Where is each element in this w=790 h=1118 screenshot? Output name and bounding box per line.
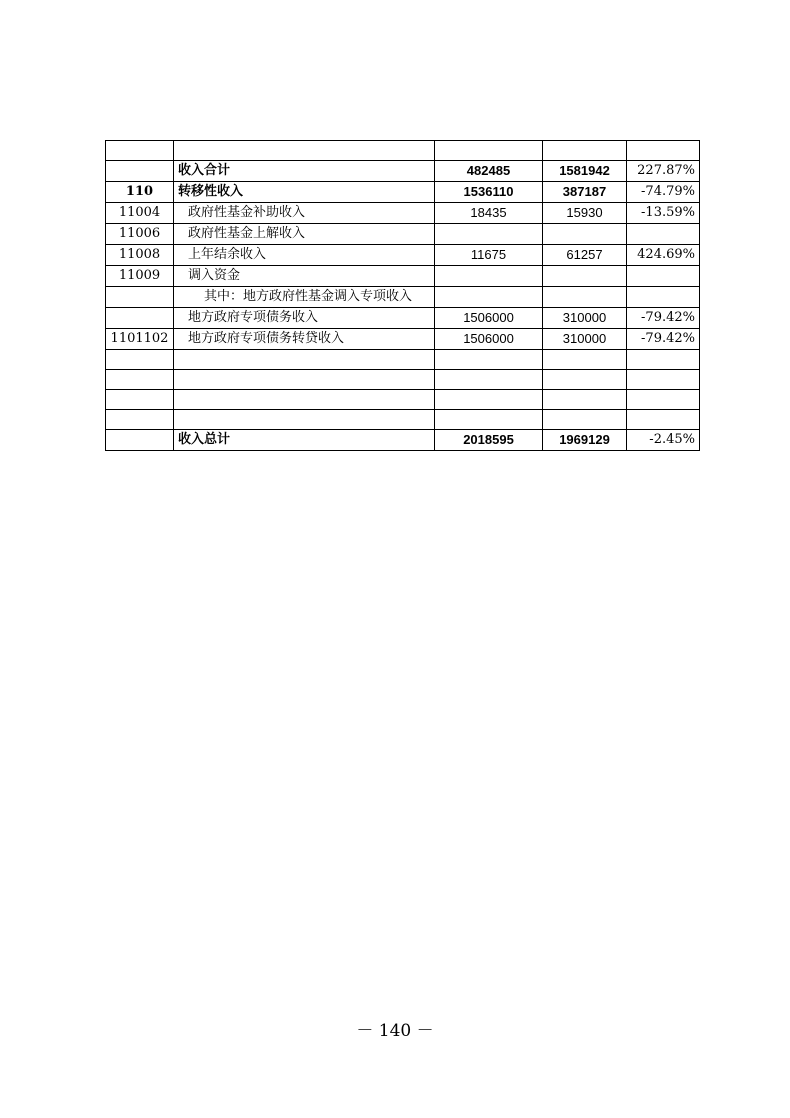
table-row bbox=[106, 390, 700, 410]
cell-value-1: 2018595 bbox=[435, 430, 543, 451]
cell-value-2: 387187 bbox=[543, 182, 627, 203]
table-row bbox=[106, 430, 700, 451]
cell-value-1 bbox=[435, 266, 543, 287]
cell-item-name bbox=[174, 350, 435, 370]
cell-change-percent bbox=[627, 287, 700, 308]
cell-value-2 bbox=[543, 370, 627, 390]
cell-change-percent bbox=[627, 141, 700, 161]
cell-value-1 bbox=[435, 350, 543, 370]
cell-item-name: 政府性基金上解收入 bbox=[174, 224, 435, 245]
revenue-table bbox=[105, 140, 700, 451]
cell-item-name bbox=[174, 141, 435, 161]
cell-value-2: 310000 bbox=[543, 308, 627, 329]
cell-item-name: 其中：地方政府性基金调入专项收入 bbox=[174, 287, 435, 308]
table-row bbox=[106, 182, 700, 203]
cell-change-percent: -2.45% bbox=[627, 430, 700, 451]
table-row bbox=[106, 308, 700, 329]
cell-item-name: 收入总计 bbox=[174, 430, 435, 451]
cell-change-percent: 227.87% bbox=[627, 161, 700, 182]
cell-value-1 bbox=[435, 370, 543, 390]
table-row bbox=[106, 329, 700, 350]
cell-change-percent: -13.59% bbox=[627, 203, 700, 224]
table-row bbox=[106, 350, 700, 370]
cell-item-name: 地方政府专项债务转贷收入 bbox=[174, 329, 435, 350]
cell-value-2: 61257 bbox=[543, 245, 627, 266]
cell-value-2: 1581942 bbox=[543, 161, 627, 182]
cell-item-name bbox=[174, 390, 435, 410]
cell-code bbox=[106, 287, 174, 308]
cell-code bbox=[106, 308, 174, 329]
page-number: － 140 － bbox=[356, 1021, 434, 1041]
table-row bbox=[106, 370, 700, 390]
cell-change-percent: -79.42% bbox=[627, 329, 700, 350]
cell-code bbox=[106, 410, 174, 430]
cell-value-2 bbox=[543, 390, 627, 410]
cell-item-name: 政府性基金补助收入 bbox=[174, 203, 435, 224]
cell-value-2 bbox=[543, 266, 627, 287]
cell-change-percent bbox=[627, 350, 700, 370]
table-row bbox=[106, 245, 700, 266]
cell-item-name bbox=[174, 410, 435, 430]
table-body bbox=[106, 141, 700, 451]
cell-value-2: 1969129 bbox=[543, 430, 627, 451]
cell-code: 11009 bbox=[106, 266, 174, 287]
cell-value-1 bbox=[435, 141, 543, 161]
cell-value-1 bbox=[435, 287, 543, 308]
table-row bbox=[106, 161, 700, 182]
cell-change-percent bbox=[627, 370, 700, 390]
table-row bbox=[106, 224, 700, 245]
table-row bbox=[106, 410, 700, 430]
cell-value-1: 1506000 bbox=[435, 308, 543, 329]
cell-code: 11004 bbox=[106, 203, 174, 224]
cell-value-1 bbox=[435, 410, 543, 430]
cell-item-name: 调入资金 bbox=[174, 266, 435, 287]
table-row bbox=[106, 203, 700, 224]
cell-code: 1101102 bbox=[106, 329, 174, 350]
cell-code bbox=[106, 350, 174, 370]
cell-code bbox=[106, 370, 174, 390]
cell-value-1: 482485 bbox=[435, 161, 543, 182]
cell-code bbox=[106, 430, 174, 451]
cell-item-name: 上年结余收入 bbox=[174, 245, 435, 266]
cell-value-2: 15930 bbox=[543, 203, 627, 224]
cell-code: 110 bbox=[106, 182, 174, 203]
cell-item-name: 地方政府专项债务收入 bbox=[174, 308, 435, 329]
table-row bbox=[106, 141, 700, 161]
cell-item-name bbox=[174, 370, 435, 390]
cell-value-1 bbox=[435, 390, 543, 410]
cell-change-percent: -74.79% bbox=[627, 182, 700, 203]
cell-item-name: 转移性收入 bbox=[174, 182, 435, 203]
cell-value-1: 1536110 bbox=[435, 182, 543, 203]
cell-change-percent: 424.69% bbox=[627, 245, 700, 266]
cell-value-1: 18435 bbox=[435, 203, 543, 224]
cell-value-2: 310000 bbox=[543, 329, 627, 350]
table-row bbox=[106, 266, 700, 287]
cell-code bbox=[106, 390, 174, 410]
cell-change-percent bbox=[627, 410, 700, 430]
cell-value-2 bbox=[543, 287, 627, 308]
cell-change-percent bbox=[627, 224, 700, 245]
cell-code bbox=[106, 161, 174, 182]
cell-change-percent bbox=[627, 390, 700, 410]
cell-value-2 bbox=[543, 350, 627, 370]
cell-value-2 bbox=[543, 224, 627, 245]
cell-value-2 bbox=[543, 141, 627, 161]
cell-change-percent bbox=[627, 266, 700, 287]
cell-code bbox=[106, 141, 174, 161]
cell-value-1 bbox=[435, 224, 543, 245]
table-row bbox=[106, 287, 700, 308]
cell-change-percent: -79.42% bbox=[627, 308, 700, 329]
cell-value-1: 1506000 bbox=[435, 329, 543, 350]
cell-value-2 bbox=[543, 410, 627, 430]
cell-code: 11006 bbox=[106, 224, 174, 245]
cell-value-1: 11675 bbox=[435, 245, 543, 266]
cell-item-name: 收入合计 bbox=[174, 161, 435, 182]
cell-code: 11008 bbox=[106, 245, 174, 266]
